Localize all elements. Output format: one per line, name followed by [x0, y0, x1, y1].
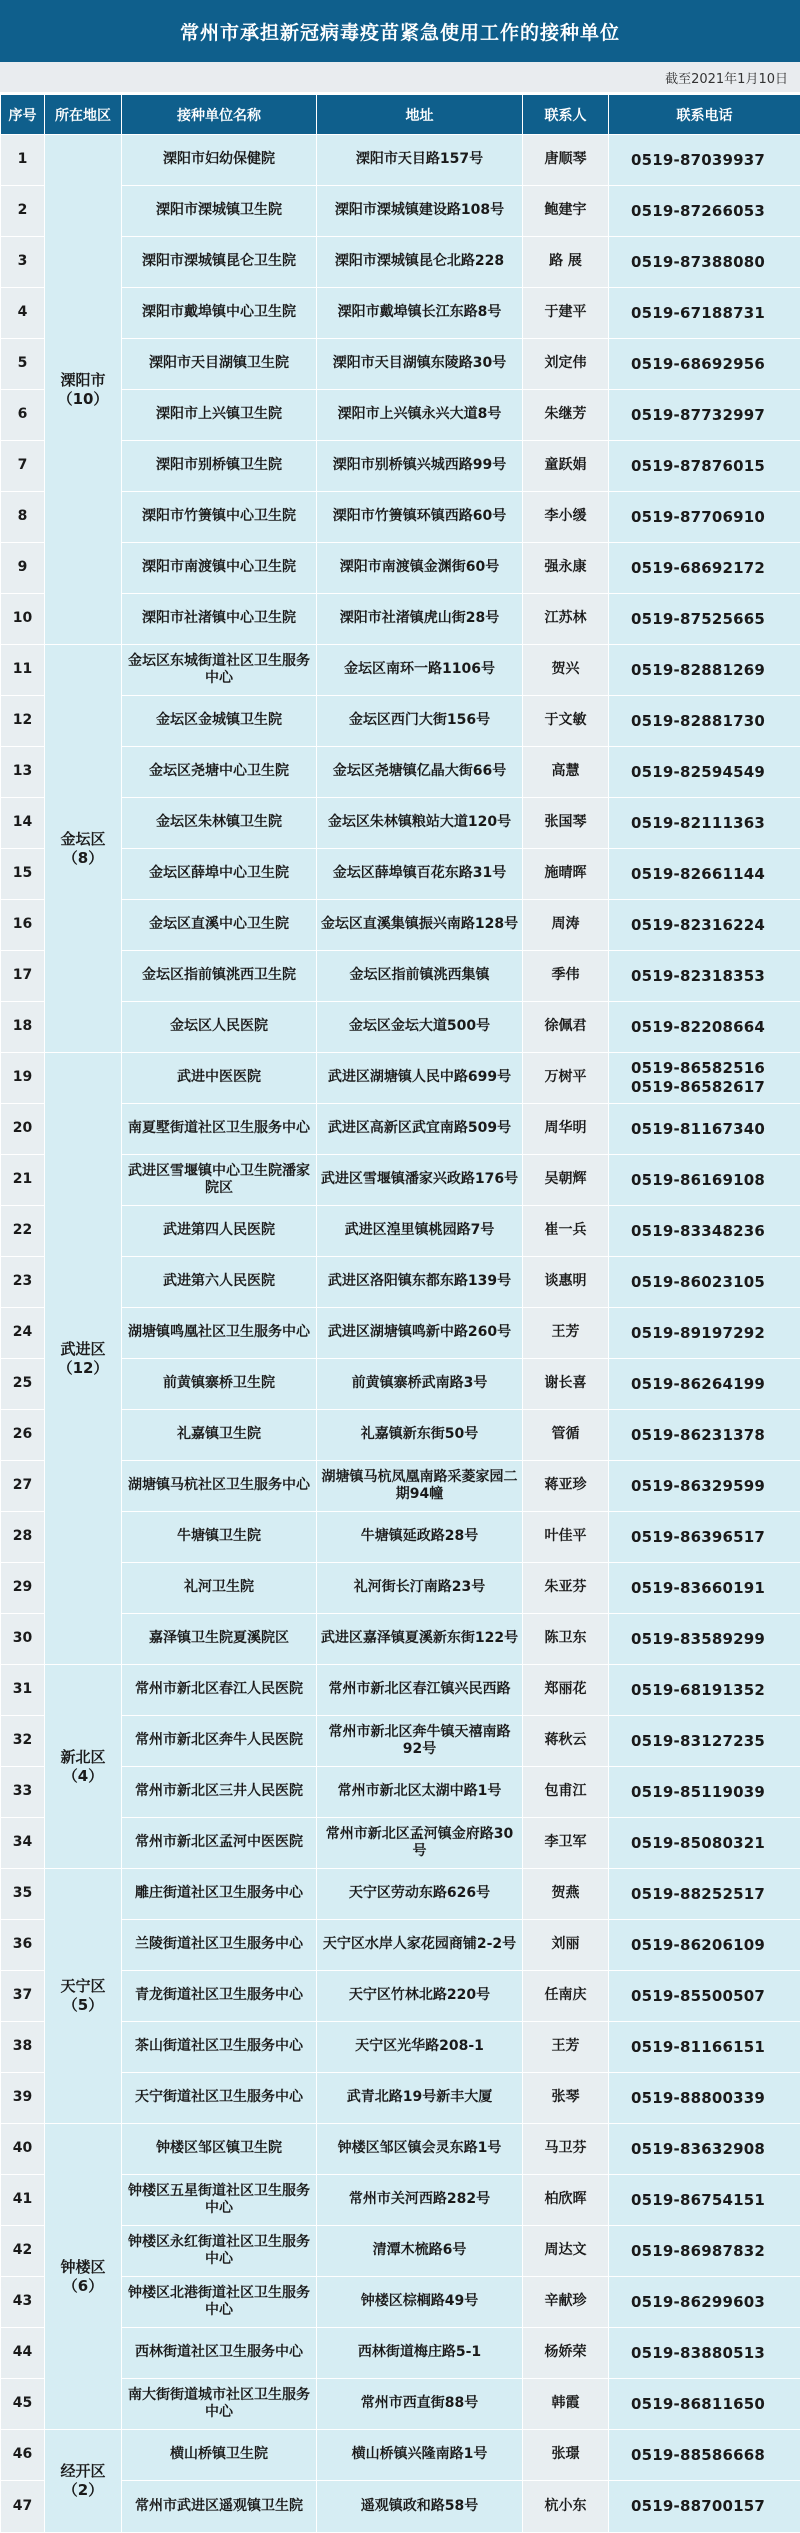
- contact-person: 张璟: [523, 2430, 609, 2481]
- row-number: 44: [1, 2328, 45, 2379]
- row-number: 22: [1, 1206, 45, 1257]
- unit-address: 溧阳市溧城镇昆仑北路228: [317, 237, 523, 288]
- contact-person: 王芳: [523, 2022, 609, 2073]
- row-number: 29: [1, 1563, 45, 1614]
- unit-name: 湖塘镇鸣凰社区卫生服务中心: [122, 1308, 317, 1359]
- contact-phone: 0519-86987832: [609, 2226, 800, 2277]
- table-row: [1, 1053, 800, 1104]
- unit-address: 溧阳市戴埠镇长江东路8号: [317, 288, 523, 339]
- header-no: 序号: [1, 95, 45, 135]
- unit-address: 湖塘镇马杭凤凰南路采菱家园二期94幢: [317, 1461, 523, 1512]
- row-number: 25: [1, 1359, 45, 1410]
- contact-phone: 0519-83589299: [609, 1614, 800, 1665]
- unit-name: 前黄镇寨桥卫生院: [122, 1359, 317, 1410]
- contact-phone: 0519-86811650: [609, 2379, 800, 2430]
- unit-name: 武进中医医院: [122, 1053, 317, 1104]
- contact-person: 柏欣晖: [523, 2175, 609, 2226]
- unit-address: 溧阳市天目湖镇东陵路30号: [317, 339, 523, 390]
- unit-name: 金坛区直溪中心卫生院: [122, 900, 317, 951]
- contact-person: 崔一兵: [523, 1206, 609, 1257]
- unit-name: 金坛区东城街道社区卫生服务中心: [122, 645, 317, 696]
- contact-phone: 0519-86329599: [609, 1461, 800, 1512]
- contact-person: 刘定伟: [523, 339, 609, 390]
- unit-address: 武进区湟里镇桃园路7号: [317, 1206, 523, 1257]
- contact-phone: 0519-88586668: [609, 2430, 800, 2481]
- header-address: 地址: [317, 95, 523, 135]
- contact-person: 韩霞: [523, 2379, 609, 2430]
- contact-phone: 0519-87388080: [609, 237, 800, 288]
- row-number: 13: [1, 747, 45, 798]
- contact-person: 张琴: [523, 2073, 609, 2124]
- contact-person: 辛献珍: [523, 2277, 609, 2328]
- row-number: 47: [1, 2481, 45, 2533]
- row-number: 43: [1, 2277, 45, 2328]
- contact-phone: 0519-68692956: [609, 339, 800, 390]
- region-name: 天宁区: [48, 1977, 118, 1996]
- contact-person: 叶佳平: [523, 1512, 609, 1563]
- contact-person: 于建平: [523, 288, 609, 339]
- contact-person: 江苏林: [523, 594, 609, 645]
- unit-address: 武进区高新区武宜南路509号: [317, 1104, 523, 1155]
- unit-address: 天宁区光华路208-1: [317, 2022, 523, 2073]
- contact-person: 谢长喜: [523, 1359, 609, 1410]
- header-region: 所在地区: [45, 95, 122, 135]
- unit-address: 金坛区西门大街156号: [317, 696, 523, 747]
- contact-person: 李小缓: [523, 492, 609, 543]
- row-number: 14: [1, 798, 45, 849]
- unit-address: 常州市新北区春江镇兴民西路: [317, 1665, 523, 1716]
- contact-phone: 0519-87706910: [609, 492, 800, 543]
- unit-name: 金坛区尧塘中心卫生院: [122, 747, 317, 798]
- unit-name: 西林街道社区卫生服务中心: [122, 2328, 317, 2379]
- row-number: 33: [1, 1767, 45, 1818]
- unit-address: 礼嘉镇新东街50号: [317, 1410, 523, 1461]
- region-count: （2）: [48, 2481, 118, 2500]
- contact-phone: 0519-87876015: [609, 441, 800, 492]
- contact-person: 贺燕: [523, 1869, 609, 1920]
- unit-name: 常州市新北区孟河中医医院: [122, 1818, 317, 1869]
- region-cell: [45, 1053, 122, 1665]
- region-cell: [45, 1869, 122, 2124]
- contact-person: 朱亚芬: [523, 1563, 609, 1614]
- unit-address: 钟楼区邹区镇会灵东路1号: [317, 2124, 523, 2175]
- row-number: 6: [1, 390, 45, 441]
- table-header-row: [1, 95, 800, 135]
- region-cell: [45, 645, 122, 1053]
- contact-person: 徐佩君: [523, 1002, 609, 1053]
- row-number: 2: [1, 186, 45, 237]
- contact-person: 贺兴: [523, 645, 609, 696]
- table-row: [1, 2430, 800, 2481]
- unit-name: 溧阳市溧城镇昆仑卫生院: [122, 237, 317, 288]
- unit-name: 溧阳市别桥镇卫生院: [122, 441, 317, 492]
- contact-phone: 0519-83348236: [609, 1206, 800, 1257]
- contact-person: 唐顺琴: [523, 135, 609, 186]
- unit-name: 溧阳市戴埠镇中心卫生院: [122, 288, 317, 339]
- row-number: 11: [1, 645, 45, 696]
- contact-phone: 0519-82208664: [609, 1002, 800, 1053]
- unit-address: 溧阳市别桥镇兴城西路99号: [317, 441, 523, 492]
- date-note: 截至2021年1月10日: [0, 62, 800, 94]
- row-number: 10: [1, 594, 45, 645]
- contact-phone: 0519-86299603: [609, 2277, 800, 2328]
- contact-phone: 0519-85119039: [609, 1767, 800, 1818]
- contact-phone: 0519-82111363: [609, 798, 800, 849]
- unit-address: 常州市新北区孟河镇金府路30号: [317, 1818, 523, 1869]
- row-number: 41: [1, 2175, 45, 2226]
- unit-name: 兰陵街道社区卫生服务中心: [122, 1920, 317, 1971]
- unit-name: 钟楼区邹区镇卫生院: [122, 2124, 317, 2175]
- unit-name: 南夏墅街道社区卫生服务中心: [122, 1104, 317, 1155]
- contact-phone: 0519-68692172: [609, 543, 800, 594]
- row-number: 1: [1, 135, 45, 186]
- contact-phone: 0519-82881730: [609, 696, 800, 747]
- table-row: [1, 2124, 800, 2175]
- table-row: [1, 135, 800, 186]
- unit-name: 武进区雪堰镇中心卫生院潘家院区: [122, 1155, 317, 1206]
- unit-address: 武进区湖塘镇人民中路699号: [317, 1053, 523, 1104]
- contact-phone: 0519-68191352: [609, 1665, 800, 1716]
- contact-person: 季伟: [523, 951, 609, 1002]
- row-number: 23: [1, 1257, 45, 1308]
- contact-phone: 0519-87732997: [609, 390, 800, 441]
- vaccination-sites-table: [0, 94, 800, 2533]
- unit-name: 金坛区人民医院: [122, 1002, 317, 1053]
- unit-address: 溧阳市溧城镇建设路108号: [317, 186, 523, 237]
- contact-phone: 0519-89197292: [609, 1308, 800, 1359]
- contact-phone: 0519-87525665: [609, 594, 800, 645]
- contact-phone: 0519-82316224: [609, 900, 800, 951]
- unit-address: 金坛区尧塘镇亿晶大街66号: [317, 747, 523, 798]
- header-phone: 联系电话: [609, 95, 800, 135]
- contact-person: 马卫芬: [523, 2124, 609, 2175]
- unit-name: 天宁街道社区卫生服务中心: [122, 2073, 317, 2124]
- region-name: 新北区: [48, 1748, 118, 1767]
- contact-phone: 0519-83632908: [609, 2124, 800, 2175]
- contact-phone: 0519-86582516 0519-86582617: [609, 1053, 800, 1104]
- unit-name: 溧阳市溧城镇卫生院: [122, 186, 317, 237]
- row-number: 36: [1, 1920, 45, 1971]
- row-number: 27: [1, 1461, 45, 1512]
- contact-phone: 0519-85080321: [609, 1818, 800, 1869]
- unit-name: 青龙街道社区卫生服务中心: [122, 1971, 317, 2022]
- row-number: 26: [1, 1410, 45, 1461]
- contact-person: 刘丽: [523, 1920, 609, 1971]
- contact-phone: 0519-81166151: [609, 2022, 800, 2073]
- unit-address: 溧阳市天目路157号: [317, 135, 523, 186]
- unit-name: 金坛区朱林镇卫生院: [122, 798, 317, 849]
- region-cell: [45, 2124, 122, 2430]
- row-number: 3: [1, 237, 45, 288]
- unit-address: 常州市西直街88号: [317, 2379, 523, 2430]
- contact-phone: 0519-86231378: [609, 1410, 800, 1461]
- unit-address: 金坛区金坛大道500号: [317, 1002, 523, 1053]
- region-count: （12）: [48, 1359, 118, 1378]
- row-number: 19: [1, 1053, 45, 1104]
- contact-person: 强永康: [523, 543, 609, 594]
- unit-name: 金坛区指前镇洮西卫生院: [122, 951, 317, 1002]
- row-number: 32: [1, 1716, 45, 1767]
- contact-phone: 0519-83880513: [609, 2328, 800, 2379]
- region-name: 武进区: [48, 1340, 118, 1359]
- row-number: 34: [1, 1818, 45, 1869]
- unit-name: 钟楼区永红街道社区卫生服务中心: [122, 2226, 317, 2277]
- table-body: [1, 135, 800, 2533]
- contact-phone: 0519-82594549: [609, 747, 800, 798]
- contact-person: 李卫军: [523, 1818, 609, 1869]
- row-number: 15: [1, 849, 45, 900]
- region-cell: [45, 2430, 122, 2533]
- table-row: [1, 1665, 800, 1716]
- contact-person: 万树平: [523, 1053, 609, 1104]
- contact-person: 郑丽花: [523, 1665, 609, 1716]
- row-number: 40: [1, 2124, 45, 2175]
- row-number: 46: [1, 2430, 45, 2481]
- contact-person: 包甫江: [523, 1767, 609, 1818]
- row-number: 42: [1, 2226, 45, 2277]
- contact-phone: 0519-88800339: [609, 2073, 800, 2124]
- contact-person: 施晴晖: [523, 849, 609, 900]
- unit-address: 天宁区劳动东路626号: [317, 1869, 523, 1920]
- contact-phone: 0519-85500507: [609, 1971, 800, 2022]
- contact-person: 管循: [523, 1410, 609, 1461]
- row-number: 9: [1, 543, 45, 594]
- contact-person: 谈惠明: [523, 1257, 609, 1308]
- region-name: 溧阳市: [48, 371, 118, 390]
- region-name: 钟楼区: [48, 2258, 118, 2277]
- unit-address: 溧阳市南渡镇金渊街60号: [317, 543, 523, 594]
- unit-name: 常州市武进区遥观镇卫生院: [122, 2481, 317, 2533]
- contact-person: 陈卫东: [523, 1614, 609, 1665]
- unit-address: 常州市新北区太湖中路1号: [317, 1767, 523, 1818]
- unit-name: 常州市新北区奔牛人民医院: [122, 1716, 317, 1767]
- contact-phone: 0519-88252517: [609, 1869, 800, 1920]
- unit-address: 遥观镇政和路58号: [317, 2481, 523, 2533]
- unit-name: 武进第四人民医院: [122, 1206, 317, 1257]
- unit-name: 金坛区金城镇卫生院: [122, 696, 317, 747]
- unit-name: 武进第六人民医院: [122, 1257, 317, 1308]
- row-number: 18: [1, 1002, 45, 1053]
- unit-address: 常州市新北区奔牛镇天禧南路92号: [317, 1716, 523, 1767]
- row-number: 28: [1, 1512, 45, 1563]
- unit-name: 礼河卫生院: [122, 1563, 317, 1614]
- contact-phone: 0519-81167340: [609, 1104, 800, 1155]
- region-count: （10）: [48, 390, 118, 409]
- row-number: 21: [1, 1155, 45, 1206]
- unit-name: 溧阳市社渚镇中心卫生院: [122, 594, 317, 645]
- row-number: 12: [1, 696, 45, 747]
- contact-phone: 0519-86264199: [609, 1359, 800, 1410]
- contact-person: 于文敏: [523, 696, 609, 747]
- contact-phone: 0519-82318353: [609, 951, 800, 1002]
- document-title: 常州市承担新冠病毒疫苗紧急使用工作的接种单位: [0, 0, 800, 62]
- unit-address: 金坛区薛埠镇百花东路31号: [317, 849, 523, 900]
- unit-address: 武青北路19号新丰大厦: [317, 2073, 523, 2124]
- contact-phone: 0519-87266053: [609, 186, 800, 237]
- contact-phone: 0519-67188731: [609, 288, 800, 339]
- contact-phone: 0519-87039937: [609, 135, 800, 186]
- unit-name: 溧阳市竹箦镇中心卫生院: [122, 492, 317, 543]
- row-number: 37: [1, 1971, 45, 2022]
- row-number: 30: [1, 1614, 45, 1665]
- unit-name: 溧阳市上兴镇卫生院: [122, 390, 317, 441]
- unit-address: 钟楼区棕榈路49号: [317, 2277, 523, 2328]
- unit-name: 溧阳市妇幼保健院: [122, 135, 317, 186]
- unit-name: 钟楼区五星街道社区卫生服务中心: [122, 2175, 317, 2226]
- contact-phone: 0519-86023105: [609, 1257, 800, 1308]
- contact-person: 周华明: [523, 1104, 609, 1155]
- unit-name: 礼嘉镇卫生院: [122, 1410, 317, 1461]
- header-unit: 接种单位名称: [122, 95, 317, 135]
- contact-person: 张国琴: [523, 798, 609, 849]
- unit-name: 常州市新北区春江人民医院: [122, 1665, 317, 1716]
- contact-phone: 0519-86396517: [609, 1512, 800, 1563]
- row-number: 7: [1, 441, 45, 492]
- contact-person: 高慧: [523, 747, 609, 798]
- contact-person: 路 展: [523, 237, 609, 288]
- unit-address: 武进区洛阳镇东都东路139号: [317, 1257, 523, 1308]
- unit-address: 常州市关河西路282号: [317, 2175, 523, 2226]
- unit-address: 武进区雪堰镇潘家兴政路176号: [317, 1155, 523, 1206]
- unit-address: 金坛区南环一路1106号: [317, 645, 523, 696]
- row-number: 16: [1, 900, 45, 951]
- unit-name: 钟楼区北港街道社区卫生服务中心: [122, 2277, 317, 2328]
- contact-person: 吴朝辉: [523, 1155, 609, 1206]
- region-name: 金坛区: [48, 830, 118, 849]
- region-cell: [45, 1665, 122, 1869]
- contact-phone: 0519-86169108: [609, 1155, 800, 1206]
- row-number: 39: [1, 2073, 45, 2124]
- contact-phone: 0519-82661144: [609, 849, 800, 900]
- contact-person: 杨娇荣: [523, 2328, 609, 2379]
- unit-name: 溧阳市南渡镇中心卫生院: [122, 543, 317, 594]
- row-number: 4: [1, 288, 45, 339]
- row-number: 24: [1, 1308, 45, 1359]
- unit-address: 前黄镇寨桥武南路3号: [317, 1359, 523, 1410]
- row-number: 35: [1, 1869, 45, 1920]
- table-row: [1, 1869, 800, 1920]
- region-count: （8）: [48, 849, 118, 868]
- contact-person: 童跃娟: [523, 441, 609, 492]
- row-number: 20: [1, 1104, 45, 1155]
- contact-phone: 0519-82881269: [609, 645, 800, 696]
- unit-address: 牛塘镇延政路28号: [317, 1512, 523, 1563]
- header-contact: 联系人: [523, 95, 609, 135]
- unit-address: 天宁区竹林北路220号: [317, 1971, 523, 2022]
- unit-address: 溧阳市竹箦镇环镇西路60号: [317, 492, 523, 543]
- row-number: 17: [1, 951, 45, 1002]
- region-count: （5）: [48, 1996, 118, 2015]
- region-count: （4）: [48, 1767, 118, 1786]
- contact-phone: 0519-83127235: [609, 1716, 800, 1767]
- unit-name: 嘉泽镇卫生院夏溪院区: [122, 1614, 317, 1665]
- unit-name: 茶山街道社区卫生服务中心: [122, 2022, 317, 2073]
- contact-person: 蒋秋云: [523, 1716, 609, 1767]
- unit-address: 溧阳市社渚镇虎山街28号: [317, 594, 523, 645]
- unit-address: 金坛区直溪集镇振兴南路128号: [317, 900, 523, 951]
- table-row: [1, 645, 800, 696]
- unit-address: 武进区嘉泽镇夏溪新东街122号: [317, 1614, 523, 1665]
- contact-phone: 0519-88700157: [609, 2481, 800, 2533]
- unit-address: 横山桥镇兴隆南路1号: [317, 2430, 523, 2481]
- row-number: 8: [1, 492, 45, 543]
- unit-address: 金坛区指前镇洮西集镇: [317, 951, 523, 1002]
- contact-person: 王芳: [523, 1308, 609, 1359]
- contact-person: 鲍建宇: [523, 186, 609, 237]
- unit-address: 武进区湖塘镇鸣新中路260号: [317, 1308, 523, 1359]
- unit-name: 横山桥镇卫生院: [122, 2430, 317, 2481]
- region-cell: [45, 135, 122, 645]
- unit-address: 西林街道梅庄路5-1: [317, 2328, 523, 2379]
- contact-person: 任南庆: [523, 1971, 609, 2022]
- contact-phone: 0519-86754151: [609, 2175, 800, 2226]
- row-number: 5: [1, 339, 45, 390]
- contact-person: 朱继芳: [523, 390, 609, 441]
- contact-phone: 0519-86206109: [609, 1920, 800, 1971]
- contact-person: 杭小东: [523, 2481, 609, 2533]
- unit-name: 湖塘镇马杭社区卫生服务中心: [122, 1461, 317, 1512]
- region-count: （6）: [48, 2277, 118, 2296]
- region-name: 经开区: [48, 2462, 118, 2481]
- unit-name: 常州市新北区三井人民医院: [122, 1767, 317, 1818]
- unit-address: 溧阳市上兴镇永兴大道8号: [317, 390, 523, 441]
- row-number: 38: [1, 2022, 45, 2073]
- unit-address: 清潭木梳路6号: [317, 2226, 523, 2277]
- unit-name: 雕庄街道社区卫生服务中心: [122, 1869, 317, 1920]
- unit-address: 金坛区朱林镇粮站大道120号: [317, 798, 523, 849]
- unit-name: 南大街街道城市社区卫生服务中心: [122, 2379, 317, 2430]
- contact-phone: 0519-83660191: [609, 1563, 800, 1614]
- contact-person: 周达文: [523, 2226, 609, 2277]
- unit-address: 礼河街长汀南路23号: [317, 1563, 523, 1614]
- contact-person: 周涛: [523, 900, 609, 951]
- unit-name: 牛塘镇卫生院: [122, 1512, 317, 1563]
- row-number: 45: [1, 2379, 45, 2430]
- unit-name: 金坛区薛埠中心卫生院: [122, 849, 317, 900]
- contact-person: 蒋亚珍: [523, 1461, 609, 1512]
- row-number: 31: [1, 1665, 45, 1716]
- unit-address: 天宁区水岸人家花园商铺2-2号: [317, 1920, 523, 1971]
- unit-name: 溧阳市天目湖镇卫生院: [122, 339, 317, 390]
